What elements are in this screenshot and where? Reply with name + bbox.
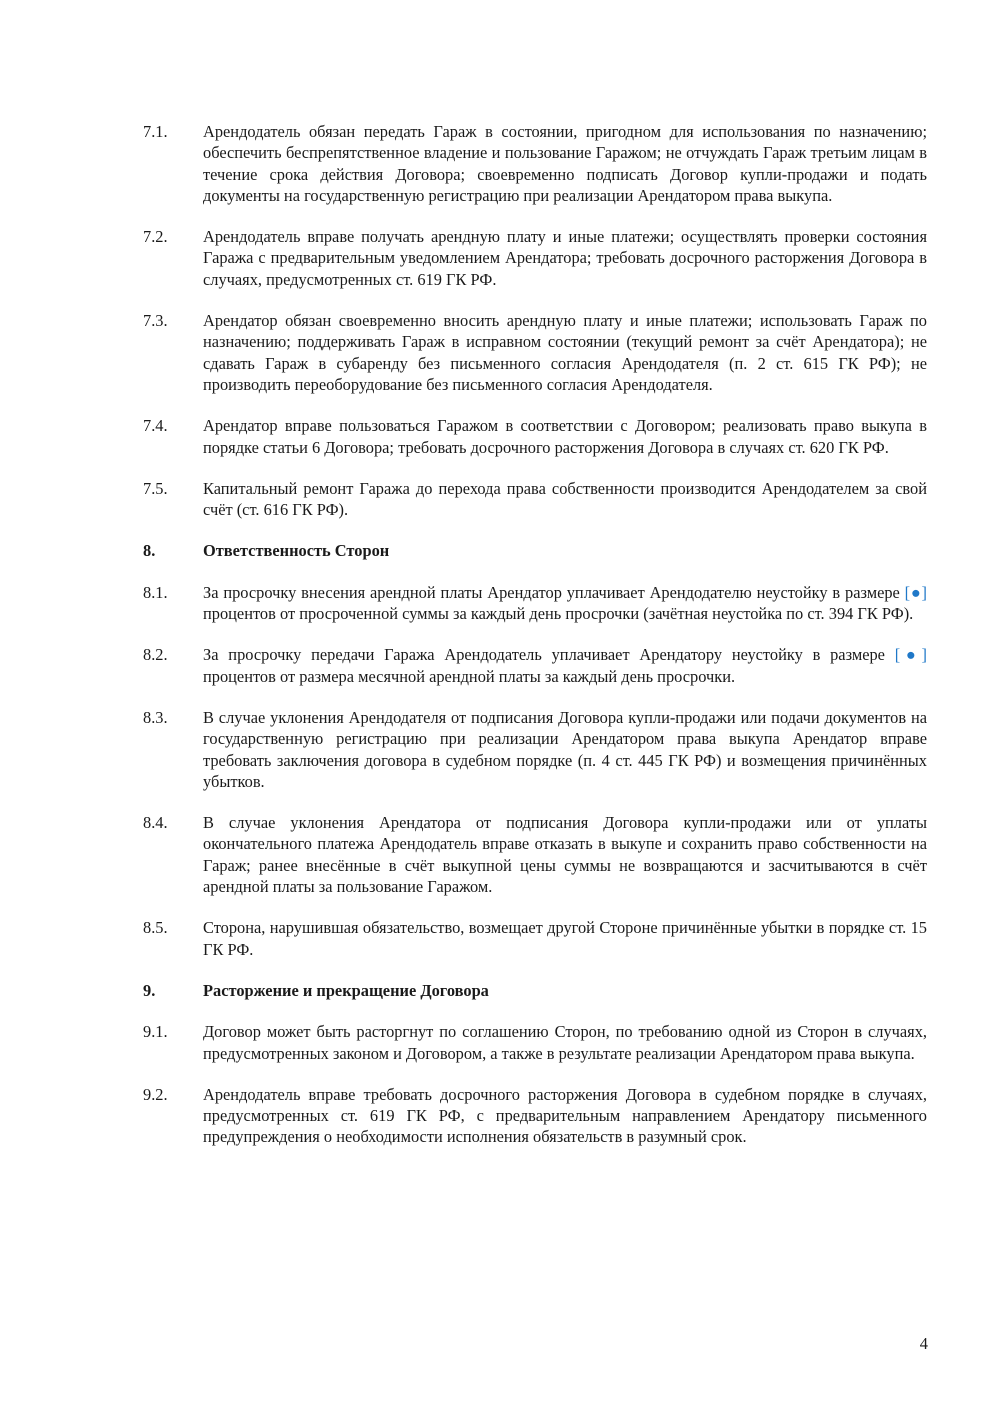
clause-8-5 <box>143 917 927 960</box>
clause-number: 7.4. <box>143 416 168 436</box>
clause-text-before: За просрочку внесения арендной платы Арендатор уплачивает Арендодателю неустойку в размере <box>203 582 905 602</box>
clause-text: Арендодатель вправе получать арендную плату и иные платежи; осуществлять проверки состояния Гаража с предварительным уведомлением Арендатора; требовать досрочного расторжения Договора в случаях, предусмотренных ст. 619 ГК РФ. <box>203 227 927 289</box>
clause-7-1 <box>143 121 927 206</box>
clause-text: Арендатор вправе пользоваться Гаражом в соответствии с Договором; реализовать право выкупа в порядке статьи 6 Договора; требовать досрочного расторжения Договора в случаях ст. 620 ГК РФ. <box>203 416 927 457</box>
clause-number: 7.1. <box>143 122 168 141</box>
clause-text: Арендатор обязан своевременно вносить арендную плату и иные платежи; использовать Гараж по назначению; поддерживать Гараж в исправном состоянии (текущий ремонт за счёт Арендатора); не сдавать Гараж в субаренду без письменного согласия Арендодателя (п. 2 ст. 615 ГК РФ); не производить переоборудование без письменного согласия Арендодателя. <box>203 311 927 394</box>
placeholder-marker: [●] <box>894 645 927 665</box>
clause-number: 8.5. <box>143 918 168 938</box>
clause-text: Капитальный ремонт Гаража до перехода права собственности производится Арендодателем за свой счёт (ст. 616 ГК РФ). <box>203 478 927 520</box>
section-heading-8 <box>143 540 927 561</box>
section-title: Расторжение и прекращение Договора <box>203 980 489 1000</box>
document-body <box>143 121 927 1148</box>
clause-number: 8.1. <box>143 582 168 602</box>
clause-text <box>203 582 927 625</box>
clause-number: 8.2. <box>143 645 168 665</box>
clause-number: 7.2. <box>143 227 168 247</box>
clause-text-before: За просрочку передачи Гаража Арендодатель уплачивает Арендатору неустойку в размере <box>203 645 895 665</box>
clause-number: 8.3. <box>143 707 168 727</box>
section-number: 8. <box>143 541 156 561</box>
clause-8-3 <box>143 707 927 792</box>
clause-9-1 <box>143 1021 927 1064</box>
clause-7-3 <box>143 310 927 395</box>
clause-text: Сторона, нарушившая обязательство, возмещает другой Стороне причинённые убытки в порядке ст. 15 ГК РФ. <box>203 918 927 959</box>
clause-7-5 <box>143 478 927 521</box>
clause-8-4 <box>143 812 927 897</box>
clause-9-2 <box>143 1084 927 1148</box>
clause-number: 7.5. <box>143 478 168 498</box>
clause-text: Арендодатель вправе требовать досрочного расторжения Договора в судебном порядке в случаях, предусмотренных ст. 619 ГК РФ, с предварительным направлением Арендатору письменного предупреждения о необходимости исполнения обязательств в разумный срок. <box>203 1084 927 1147</box>
clause-text <box>203 644 927 687</box>
section-number: 9. <box>143 980 156 1000</box>
clause-number: 7.3. <box>143 311 168 331</box>
clause-number: 9.1. <box>143 1022 168 1042</box>
clause-text: В случае уклонения Арендатора от подписания Договора купли-продажи или от уплаты окончательного платежа Арендодатель вправе отказать в выкупе и сохранить право собственности на Гараж; ранее внесённые в счёт выкупной цены суммы не возвращаются и засчитываются в счёт арендной платы за пользование Гаражом. <box>203 813 927 897</box>
clause-text: Договор может быть расторгнут по соглашению Сторон, по требованию одной из Сторон в случаях, предусмотренных законом и Договором, а также в результате реализации Арендатором права выкупа. <box>203 1022 927 1063</box>
clause-number: 8.4. <box>143 813 168 833</box>
clause-7-2 <box>143 226 927 290</box>
placeholder-marker: [●] <box>904 582 927 602</box>
clause-8-1 <box>143 582 927 625</box>
section-title: Ответственность Сторон <box>203 541 390 561</box>
clause-text: Арендодатель обязан передать Гараж в состоянии, пригодном для использования по назначению; обеспечить беспрепятственное владение и пользование Гаражом; не отчуждать Гараж третьим лицам в течение срока действия Договора; своевременно подписать Договор купли-продажи и подать документы на государственную регистрацию при реализации Арендатором права выкупа. <box>203 122 927 205</box>
clause-number: 9.2. <box>143 1084 168 1104</box>
clause-7-4 <box>143 415 927 458</box>
clause-text-after: процентов от просроченной суммы за каждый день просрочки (зачётная неустойка по ст. 394 ГК РФ). <box>203 604 914 624</box>
clause-8-2 <box>143 644 927 687</box>
section-heading-9 <box>143 980 927 1001</box>
clause-text: В случае уклонения Арендодателя от подписания Договора купли-продажи или подачи документов на государственную регистрацию при реализации Арендатором права выкупа Арендатор вправе требовать заключения договора в судебном порядке (п. 4 ст. 445 ГК РФ) и возмещения причинённых убытков. <box>203 707 927 791</box>
clause-text-after: процентов от размера месячной арендной платы за каждый день просрочки. <box>203 666 736 686</box>
page-number: 4 <box>919 1334 928 1353</box>
